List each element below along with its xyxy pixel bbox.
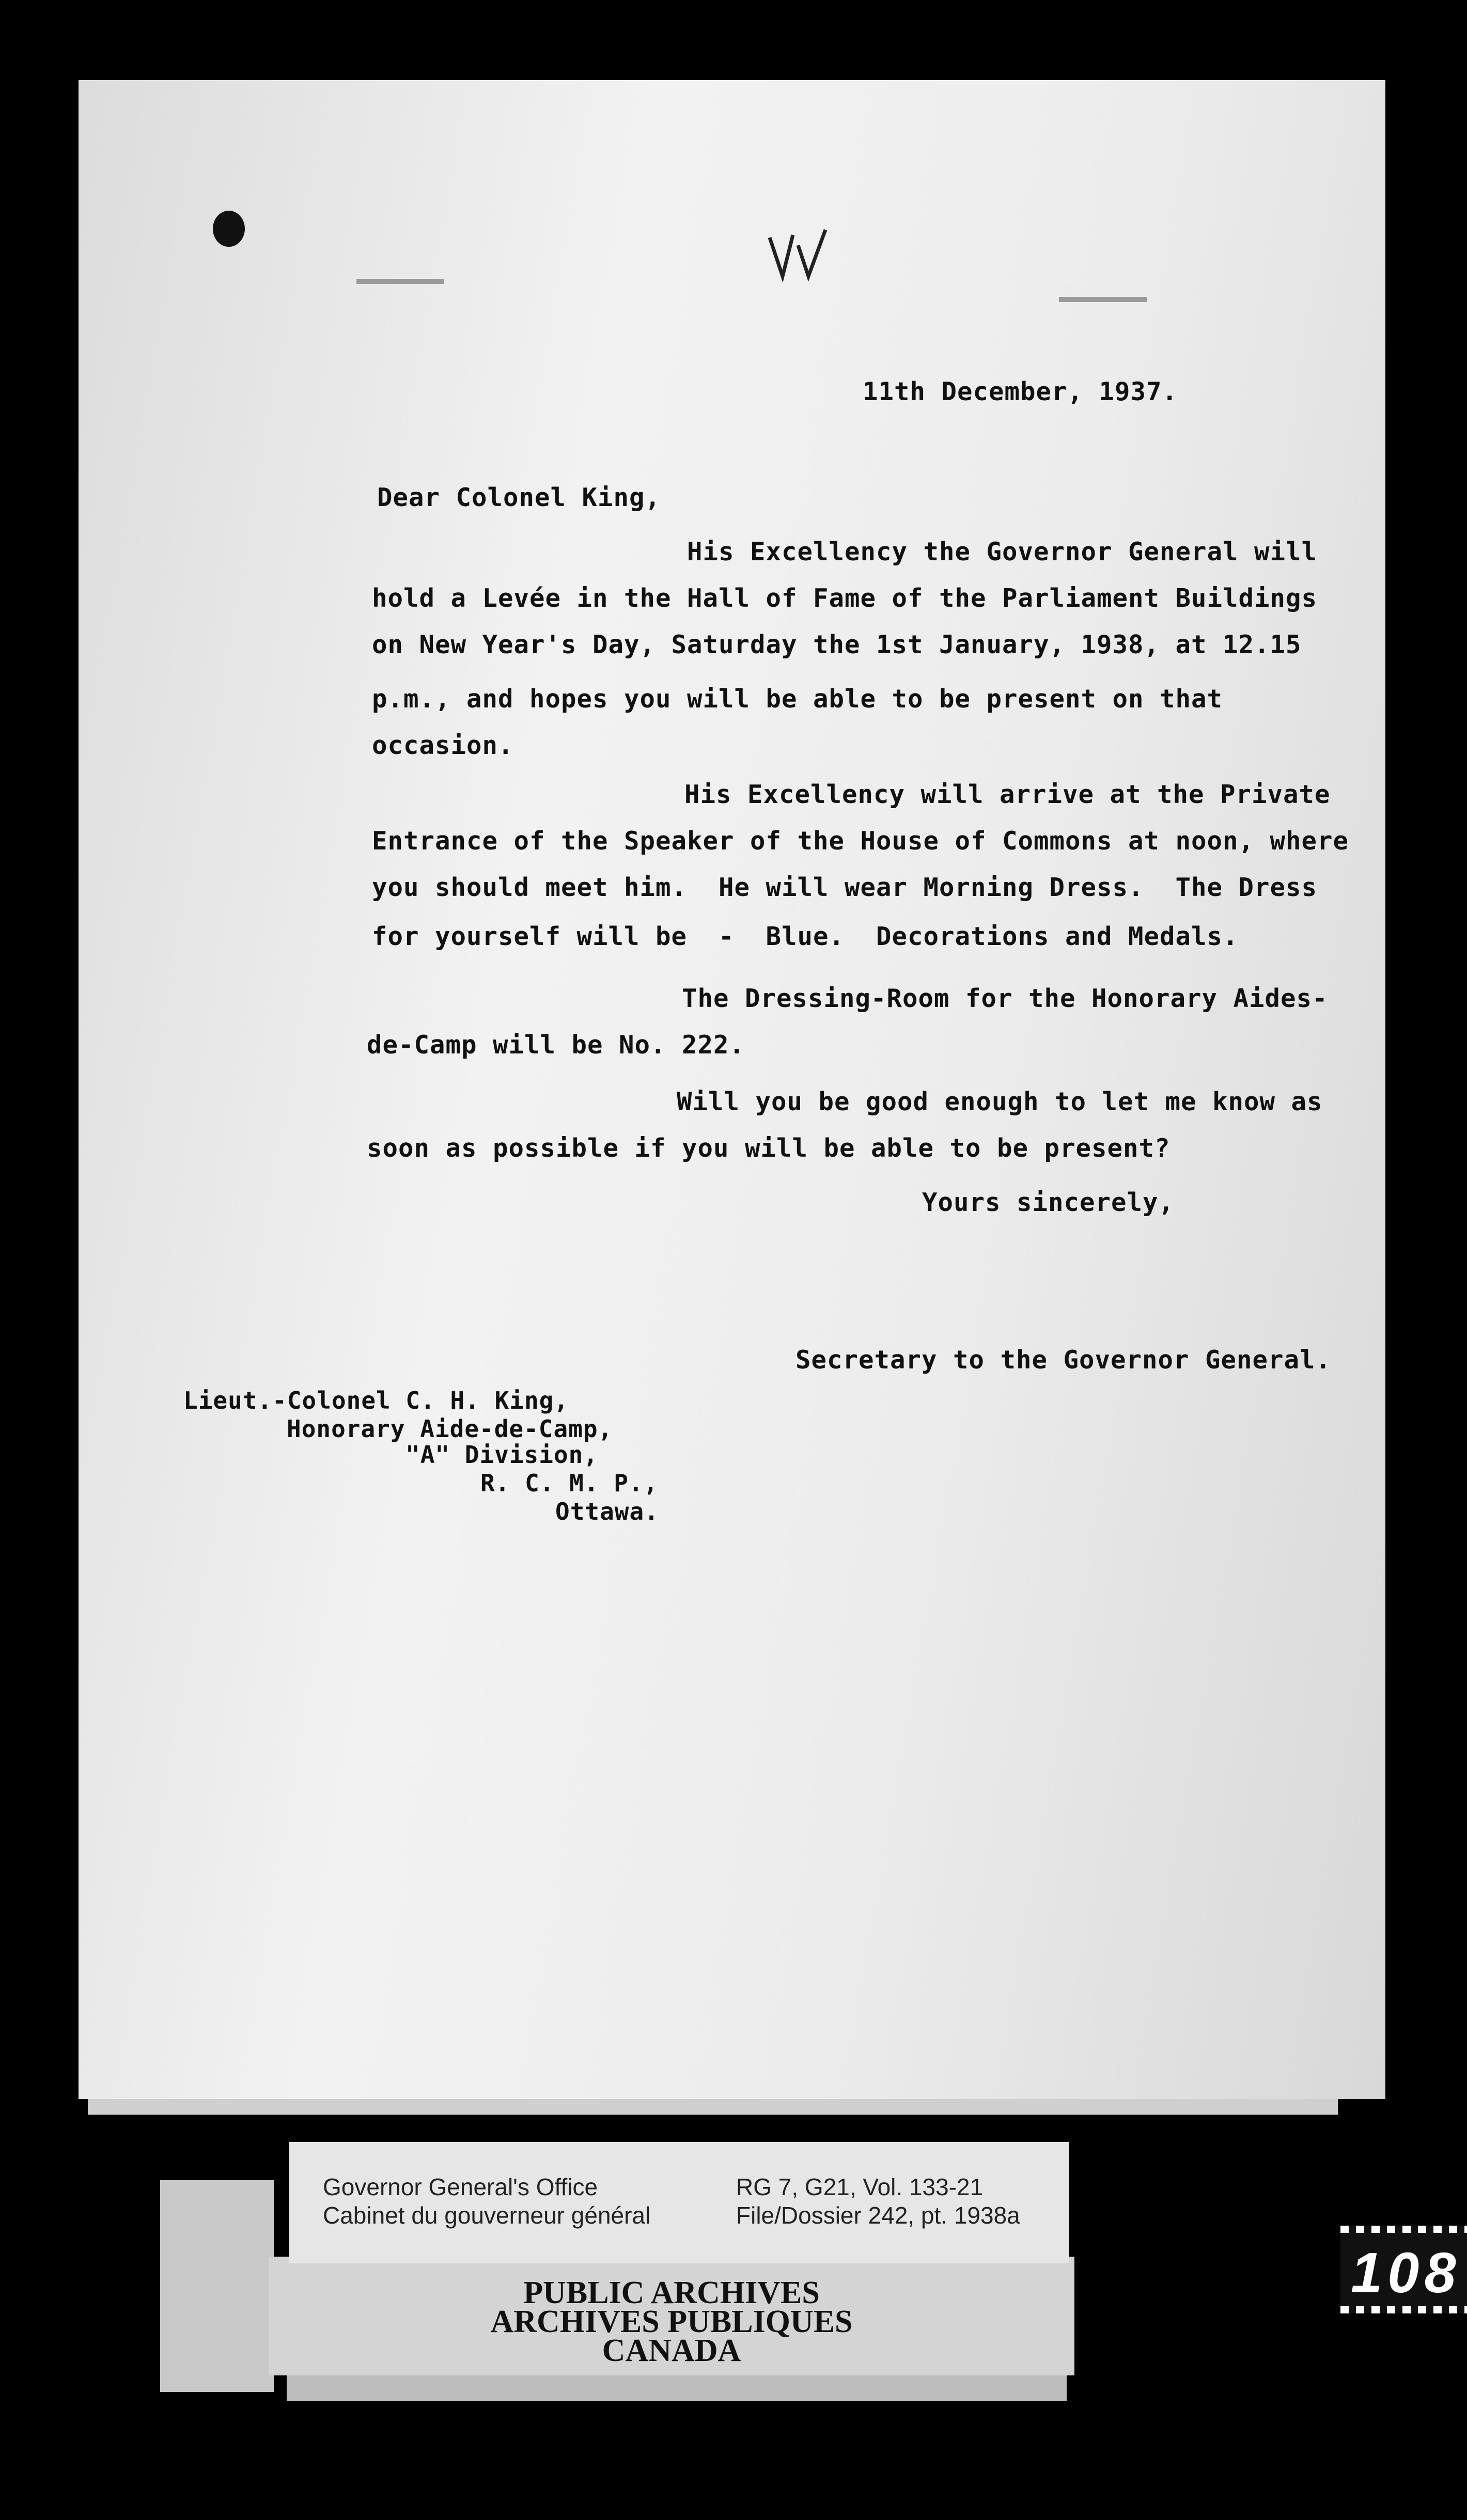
frame-counter: [1340, 2226, 1467, 2313]
film-perforation: [1340, 2306, 1467, 2313]
page-rule-right: [1059, 297, 1147, 302]
body-line: de-Camp will be No. 222.: [367, 1030, 745, 1060]
body-line: p.m., and hopes you will be able to be present on that: [372, 684, 1223, 714]
body-line: for yourself will be - Blue. Decorations and Medals.: [372, 922, 1239, 951]
address-line: Honorary Aide-de-Camp,: [287, 1415, 613, 1443]
office-french: Cabinet du gouverneur général: [323, 2202, 651, 2229]
archive-stamp: [269, 2257, 1074, 2375]
frame-number: 108: [1351, 2241, 1461, 2305]
checkmark-icon: [764, 227, 842, 284]
archive-reference-label: [289, 2142, 1069, 2263]
body-line: The Dressing-Room for the Honorary Aides-: [682, 984, 1328, 1013]
signature-title: Secretary to the Governor General.: [795, 1345, 1332, 1375]
address-line: "A" Division,: [405, 1441, 599, 1469]
file-number: File/Dossier 242, pt. 1938a: [736, 2202, 1020, 2229]
body-line: on New Year's Day, Saturday the 1st January, 1938, at 12.15: [372, 630, 1302, 659]
body-line: soon as possible if you will be able to be present?: [367, 1133, 1171, 1163]
punch-hole: [213, 211, 245, 247]
office-english: Governor General's Office: [323, 2174, 598, 2200]
address-line: Lieut.-Colonel C. H. King,: [183, 1387, 569, 1414]
body-line: you should meet him. He will wear Morning Dress. The Dress: [372, 873, 1318, 902]
body-line: His Excellency will arrive at the Private: [684, 780, 1331, 809]
body-line: occasion.: [372, 731, 514, 760]
letter-salutation: Dear Colonel King,: [377, 483, 661, 512]
address-line: Ottawa.: [555, 1498, 659, 1525]
body-line: His Excellency the Governor General will: [687, 537, 1318, 566]
reference-group: RG 7, G21, Vol. 133-21: [736, 2174, 984, 2200]
stamp-line: CANADA: [602, 2333, 741, 2368]
film-tab: [160, 2180, 274, 2392]
stamp-line: PUBLIC ARCHIVES: [523, 2275, 820, 2310]
film-perforation: [1340, 2226, 1467, 2233]
letter-date: 11th December, 1937.: [863, 377, 1178, 406]
body-line: hold a Levée in the Hall of Fame of the Parliament Buildings: [372, 584, 1318, 613]
letter-closing: Yours sincerely,: [922, 1188, 1175, 1217]
page-rule-left: [356, 279, 444, 284]
body-line: Entrance of the Speaker of the House of Commons at noon, where: [372, 826, 1349, 856]
address-line: R. C. M. P.,: [480, 1469, 659, 1497]
body-line: Will you be good enough to let me know as: [677, 1087, 1323, 1116]
stamp-line: ARCHIVES PUBLIQUES: [490, 2304, 853, 2339]
